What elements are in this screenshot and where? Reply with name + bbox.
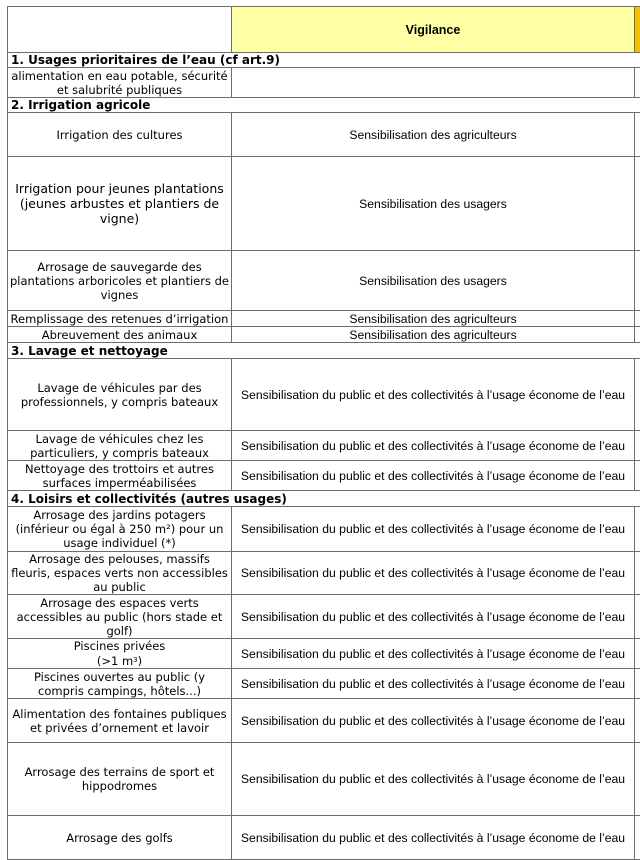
extra-cell [635, 552, 640, 595]
extra-cell [635, 743, 640, 816]
vigilance-cell: Sensibilisation du public et des collectivités à l’usage économe de l’eau [232, 816, 635, 860]
usage-cell: alimentation en eau potable, sécurité et salubrité publiques [8, 68, 232, 98]
header-vigilance-cell: Vigilance [232, 7, 635, 53]
usage-cell-line2: (>1 m [97, 654, 133, 668]
extra-cell [635, 595, 640, 639]
extra-cell [635, 311, 640, 327]
table-row [8, 507, 640, 552]
usage-cell: Piscines ouvertes au public (y compris campings, hôtels...) [8, 669, 232, 699]
extra-cell [635, 251, 640, 311]
vigilance-cell: Sensibilisation des usagers [232, 251, 635, 311]
vigilance-cell: Sensibilisation du public et des collectivités à l’usage économe de l’eau [232, 507, 635, 552]
vigilance-cell: Sensibilisation du public et des collectivités à l’usage économe de l’eau [232, 669, 635, 699]
usage-cell: Irrigation des cultures [8, 113, 232, 157]
table-row [8, 311, 640, 327]
extra-cell [635, 431, 640, 461]
restrictions-sheet [7, 6, 640, 860]
table-row [8, 157, 640, 251]
table-row [8, 68, 640, 98]
usage-cell: Arrosage des pelouses, massifs fleuris, espaces verts non accessibles au public [8, 552, 232, 595]
extra-cell [635, 639, 640, 669]
section-header [8, 343, 640, 359]
extra-cell [635, 669, 640, 699]
vigilance-cell: Sensibilisation des agriculteurs [232, 113, 635, 157]
section-header [8, 491, 640, 507]
table-row [8, 639, 640, 669]
extra-cell [635, 157, 640, 251]
vigilance-cell: Sensibilisation du public et des collectivités à l’usage économe de l’eau [232, 431, 635, 461]
header-next-level-cell [635, 7, 640, 53]
usage-cell [8, 639, 232, 669]
usage-cell-line1: Piscines privées [74, 639, 166, 653]
vigilance-cell: Sensibilisation des agriculteurs [232, 311, 635, 327]
section-title: 4. Loisirs et collectivités (autres usages) [8, 491, 640, 507]
usage-cell-line2-end: ) [138, 654, 143, 668]
restrictions-table [7, 6, 640, 860]
table-row [8, 743, 640, 816]
vigilance-cell: Sensibilisation du public et des collectivités à l’usage économe de l’eau [232, 461, 635, 491]
extra-cell [635, 816, 640, 860]
usage-cell: Lavage de véhicules par des professionnels, y compris bateaux [8, 359, 232, 431]
usage-cell: Abreuvement des animaux [8, 327, 232, 343]
usage-cell: Alimentation des fontaines publiques et privées d’ornement et lavoir [8, 699, 232, 743]
section-header [8, 53, 640, 68]
section-header [8, 98, 640, 113]
extra-cell [635, 507, 640, 552]
section-title: 2. Irrigation agricole [8, 98, 640, 113]
vigilance-cell: Sensibilisation du public et des collectivités à l’usage économe de l’eau [232, 359, 635, 431]
section-title: 1. Usages prioritaires de l’eau (cf art.9) [8, 53, 640, 68]
unit-exponent: 3 [133, 656, 137, 664]
vigilance-cell: Sensibilisation du public et des collectivités à l’usage économe de l’eau [232, 743, 635, 816]
vigilance-cell: Sensibilisation des agriculteurs [232, 327, 635, 343]
extra-cell [635, 327, 640, 343]
table-row [8, 669, 640, 699]
extra-cell [635, 113, 640, 157]
table-row [8, 113, 640, 157]
table-row [8, 816, 640, 860]
vigilance-cell: Sensibilisation du public et des collectivités à l’usage économe de l’eau [232, 552, 635, 595]
extra-cell [635, 68, 640, 98]
usage-cell: Lavage de véhicules chez les particuliers, y compris bateaux [8, 431, 232, 461]
table-row [8, 552, 640, 595]
table-row [8, 461, 640, 491]
vigilance-cell: Sensibilisation du public et des collectivités à l’usage économe de l’eau [232, 699, 635, 743]
usage-cell: Arrosage des terrains de sport et hippodromes [8, 743, 232, 816]
table-row [8, 327, 640, 343]
usage-cell: Remplissage des retenues d’irrigation [8, 311, 232, 327]
header-row [8, 7, 640, 53]
table-row [8, 359, 640, 431]
extra-cell [635, 359, 640, 431]
vigilance-cell: Sensibilisation du public et des collectivités à l’usage économe de l’eau [232, 595, 635, 639]
table-row [8, 595, 640, 639]
usage-cell: Arrosage de sauvegarde des plantations arboricoles et plantiers de vignes [8, 251, 232, 311]
usage-cell: Arrosage des jardins potagers (inférieur ou égal à 250 m²) pour un usage individuel (*) [8, 507, 232, 552]
vigilance-cell: Sensibilisation des usagers [232, 157, 635, 251]
extra-cell [635, 699, 640, 743]
header-usage-cell [8, 7, 232, 53]
vigilance-cell [232, 68, 635, 98]
section-title: 3. Lavage et nettoyage [8, 343, 640, 359]
vigilance-cell: Sensibilisation du public et des collectivités à l’usage économe de l’eau [232, 639, 635, 669]
usage-cell: Nettoyage des trottoirs et autres surfaces imperméabilisées [8, 461, 232, 491]
table-row [8, 251, 640, 311]
table-row [8, 431, 640, 461]
usage-cell: Arrosage des golfs [8, 816, 232, 860]
extra-cell [635, 461, 640, 491]
table-row [8, 699, 640, 743]
usage-cell: Arrosage des espaces verts accessibles au public (hors stade et golf) [8, 595, 232, 639]
usage-cell: Irrigation pour jeunes plantations (jeunes arbustes et plantiers de vigne) [8, 157, 232, 251]
